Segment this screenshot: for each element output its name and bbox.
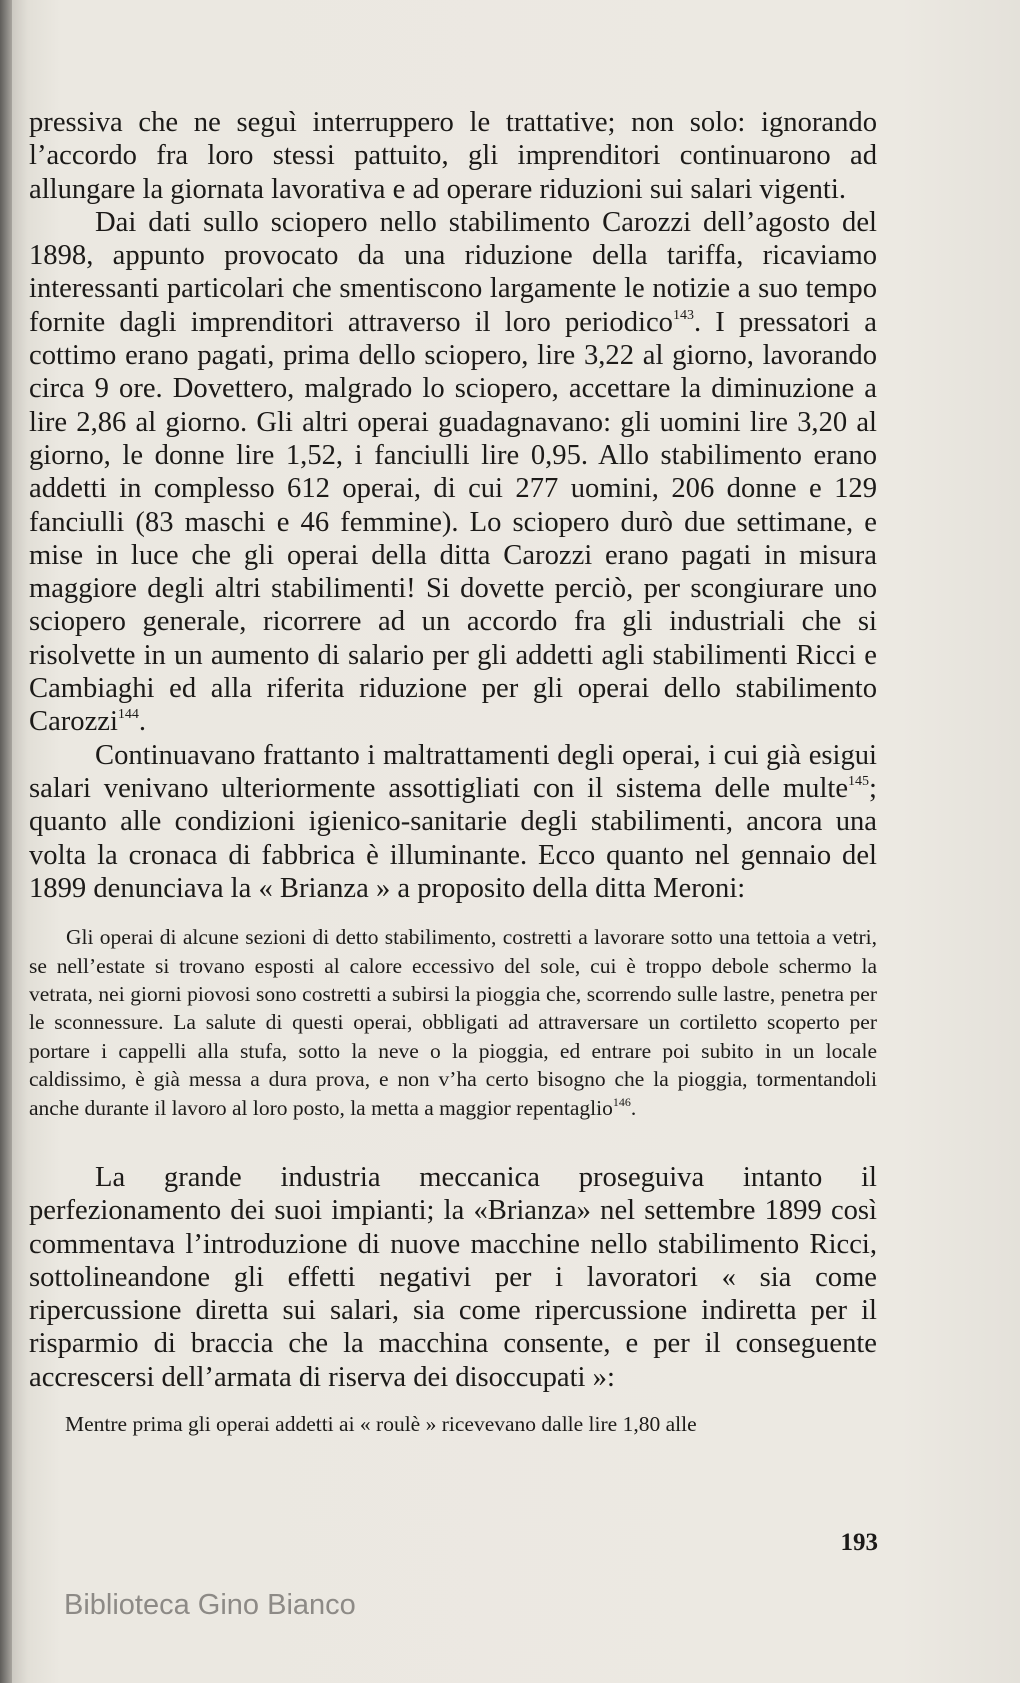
paragraph-3-part-a: Continuavano frattanto i maltrattamenti degli operai, i cui già esigui salari venivano ulteriormente assottigliati con il sistema delle multe xyxy=(29,739,877,804)
paragraph-2-part-c: . xyxy=(138,706,147,738)
block-quote-1 xyxy=(29,923,877,1122)
block-quote-1-end: . xyxy=(630,1095,637,1120)
footnote-ref-144: 144 xyxy=(117,707,139,723)
paragraph-2-part-b: . I pressatori a cottimo erano pagati, prima dello sciopero, lire 3,22 al giorno, lavorando circa 9 ore. Dovettero, malgrado lo sciopero, accettare la diminuzione a lire 2,86 al giorno. Gli altri operai guadagnavano: gli uomini lire 3,20 al giorno, le donne lire 1,52, i fanciulli lire 0,95. Allo stabilimento erano addetti in complesso 612 operai, di cui 277 uomini, 206 donne e 129 fanciulli (83 maschi e 46 femmine). Lo sciopero durò due settimane, e mise in luce che gli operai della ditta Carozzi erano pagati in misura maggiore degli altri stabilimenti! Si dovette perciò, per scongiurare uno sciopero generale, ricorrere ad un accordo fra gli industriali che si risolvette in un aumento di salario per gli addetti agli stabilimenti Ricci e Cambiaghi ed alla riferita riduzione per gli operai dello stabilimento Carozzi xyxy=(29,306,877,738)
library-watermark: Biblioteca Gino Bianco xyxy=(64,1589,356,1621)
footnote-ref-146: 146 xyxy=(612,1094,631,1109)
footnote-ref-145: 145 xyxy=(848,773,870,789)
paragraph-2 xyxy=(29,206,877,739)
paragraph-2-part-a: Dai dati sullo sciopero nello stabilimento Carozzi dell’agosto del 1898, appunto provocato da una riduzione della tariffa, ricaviamo interessanti particolari che smentiscono largamente le notizie a suo tempo fornite dagli imprenditori attraverso il loro periodico xyxy=(29,206,877,338)
block-quote-2: Mentre prima gli operai addetti ai « roulè » ricevevano dalle lire 1,80 alle xyxy=(65,1412,697,1437)
block-quote-1-text: Gli operai di alcune sezioni di detto stabilimento, costretti a lavorare sotto una tettoia a vetri, se nell’estate si trovano esposti al calore eccessivo del sole, cui è troppo debole schermo la vetrata, nei giorni piovosi sono costretti a subirsi la pioggia che, scorrendo sulle lastre, penetra per le sconnessure. La salute di questi operai, obbligati ad attraversare un cortiletto scoperto per portare i cappelli alla stufa, sotto la neve o la pioggia, ed entrare poi subito in un locale caldissimo, è già messa a dura prova, e non v’ha certo bisogno che la pioggia, tormentandoli anche durante il lavoro al loro posto, la metta a maggior repentaglio xyxy=(29,925,877,1120)
paragraph-4: La grande industria meccanica proseguiva intanto il perfezionamento dei suoi impianti; la «Brianza» nel settembre 1899 così commentava l’introduzione di nuove macchine nello stabilimento Ricci, sottolineandone gli effetti negativi per i lavoratori « sia come ripercussione diretta sui salari, sia come ripercussione indiretta per il risparmio di braccia che la macchina consente, e per il conseguente accrescersi dell’armata di riserva dei disoccupati »: xyxy=(29,1161,877,1393)
paragraph-3 xyxy=(29,739,877,905)
paragraph-3-part-b: ; quanto alle condizioni igienico-sanitarie degli stabilimenti, ancora una volta la cronaca di fabbrica è illuminante. Ecco quanto nel gennaio del 1899 denunciava la « Brianza » a proposito della ditta Meroni: xyxy=(29,772,877,904)
footnote-ref-143: 143 xyxy=(672,307,694,323)
book-spine-shadow xyxy=(0,0,12,1683)
page-number: 193 xyxy=(840,1529,878,1556)
body-text xyxy=(29,106,877,1438)
paragraph-1: pressiva che ne seguì interruppero le trattative; non solo: ignorando l’accordo fra loro stessi pattuito, gli imprenditori continuarono ad allungare la giornata lavorativa e ad operare riduzioni sui salari vigenti. xyxy=(29,107,877,205)
